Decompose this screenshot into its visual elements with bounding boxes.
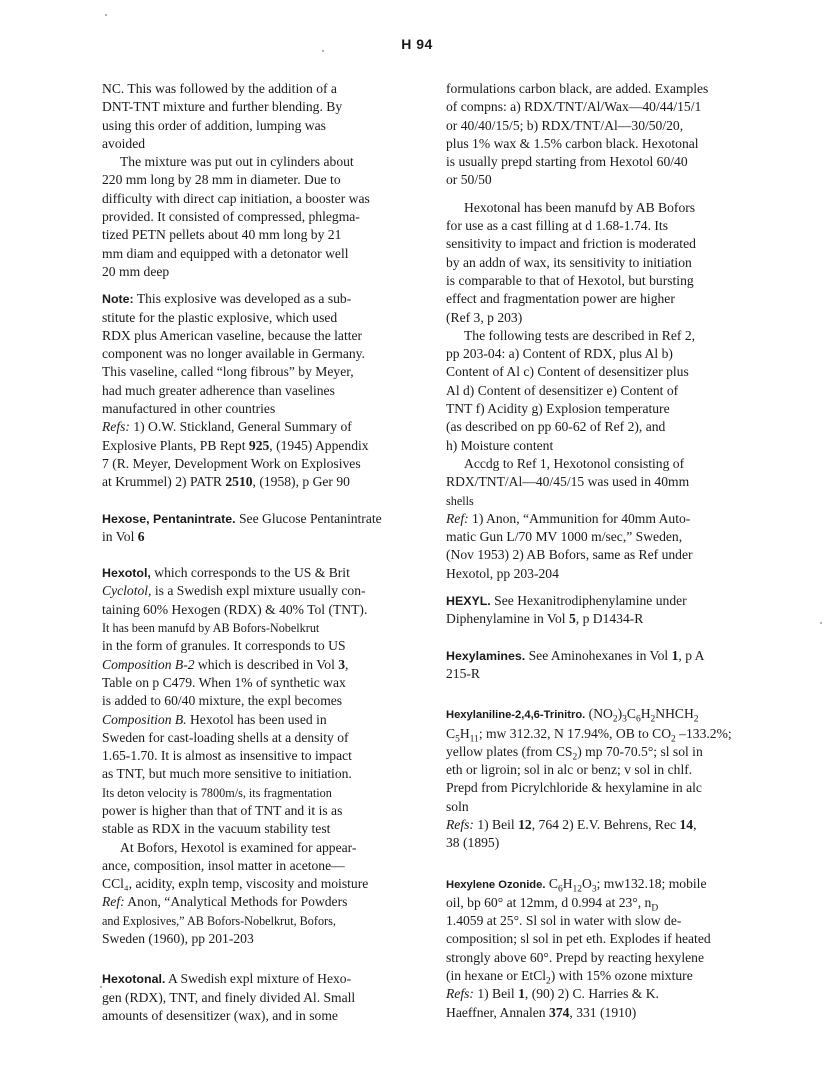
text-run: , p D1434-R <box>575 611 644 627</box>
text-line: gen (RDX), TNT, and finely divided Al. Small <box>102 989 356 1005</box>
text-line: taining 60% Hexogen (RDX) & 40% Tol (TNT). <box>102 601 368 617</box>
hexylene-ozonide-entry <box>446 875 774 1022</box>
text-line: 1.4059 at 25°. Sl sol in water with slow de- <box>446 913 682 929</box>
text-line: Sweden for cast-loading shells at a density of <box>102 729 349 745</box>
text-line <box>102 290 414 308</box>
subscript: 2 <box>650 714 656 725</box>
text-line: 215-R <box>446 665 480 681</box>
text-run: Cyclotol, <box>102 583 152 599</box>
text-run: Composition B-2 <box>102 656 195 672</box>
text-line: provided. It consisted of compressed, phlegma- <box>102 209 360 225</box>
hexotonal-entry <box>102 970 414 1025</box>
text-line: is usually prepd starting from Hexotol 60/40 <box>446 154 688 170</box>
text-run: , (90) 2) C. Harries & K. <box>524 986 659 1002</box>
text-run: Diphenylamine in Vol <box>446 611 569 627</box>
text-line <box>102 582 414 600</box>
text-run: , (1958), p Ger 90 <box>252 474 350 490</box>
text-line: It has been manufd by AB Bofors-Nobelkrut <box>102 621 320 636</box>
text-line: eth or ligroin; sol in alc or benz; v sol in chlf. <box>446 762 693 778</box>
left-column <box>102 80 414 1025</box>
text-line: matic Gun L/70 MV 1000 m/sec,” Sweden, <box>446 529 683 545</box>
text-line <box>102 893 414 911</box>
formulations-paragraph <box>446 80 774 190</box>
entry-title: Hexotonal. <box>102 972 166 987</box>
hexose-entry <box>102 510 414 547</box>
text-line: in the form of granules. It corresponds to US <box>102 638 346 654</box>
entry-title: Hexylene Ozonide. <box>446 878 546 891</box>
nc-paragraph <box>102 80 414 153</box>
text-line: tized PETN pellets about 40 mm long by 21 <box>102 227 342 243</box>
subscript: 12 <box>572 884 583 895</box>
text-run: C <box>446 725 456 741</box>
text-run: , 331 (1910) <box>569 1004 637 1020</box>
text-line: had much greater adherence than vaselines <box>102 382 335 398</box>
text-line: 1.65-1.70. It is almost as insensitive to impact <box>102 748 352 764</box>
text-run: ) mp 70-70.5°; sl sol in <box>577 743 703 759</box>
text-run: Hexotol has been used in <box>186 711 327 727</box>
text-line: manufactured in other countries <box>102 401 276 417</box>
text-run: 1 <box>671 647 679 663</box>
hexyl-entry <box>446 592 774 629</box>
text-run: O <box>582 875 592 891</box>
text-run: which corresponds to the US & Brit <box>150 565 350 581</box>
text-line: or 40/40/15/5; b) RDX/TNT/Al—30/50/20, <box>446 117 684 133</box>
note-paragraph <box>102 290 414 418</box>
manufd-paragraph <box>446 199 774 327</box>
text-line <box>446 592 774 610</box>
text-run: yellow plates (from CS <box>446 743 573 759</box>
text-line <box>446 985 774 1003</box>
text-line: The following tests are described in Ref 2, <box>464 327 696 343</box>
entry-title: Hexylaniline-2,4,6-Trinitro. <box>446 709 586 722</box>
text-run: (in hexane or EtCl <box>446 968 547 984</box>
text-run: 1) Beil <box>473 986 519 1002</box>
text-run: A Swedish expl mixture of Hexo- <box>165 971 352 987</box>
text-line: The mixture was put out in cylinders about <box>120 154 354 170</box>
text-line: (Ref 3, p 203) <box>446 309 523 325</box>
refs-label: Refs: <box>446 986 474 1002</box>
scan-speck <box>100 986 102 988</box>
text-line <box>102 528 414 546</box>
text-line: or 50/50 <box>446 172 492 188</box>
subscript: 2 <box>612 714 618 725</box>
text-run: ) with 15% ozone mixture <box>550 968 693 984</box>
text-line: stable as RDX in the vacuum stability test <box>102 821 331 837</box>
text-run: 1) Anon, “Ammunition for 40mm Auto- <box>468 510 691 526</box>
text-run: , (1945) Appendix <box>269 437 369 453</box>
subscript: 2 <box>693 714 699 725</box>
text-run: 1) O.W. Stickland, General Summary of <box>129 419 352 435</box>
text-line: NC. This was followed by the addition of a <box>102 81 337 96</box>
refs-label: Refs: <box>102 419 130 435</box>
subscript: 2 <box>546 976 551 987</box>
text-line <box>446 705 774 724</box>
hexotol-entry <box>102 564 414 948</box>
text-line: 20 mm deep <box>102 263 170 279</box>
text-run: 374 <box>549 1004 570 1020</box>
text-line: CCl₄, acidity, expln temp, viscosity and moisture <box>102 876 369 892</box>
text-line: amounts of desensitizer (wax), and in some <box>102 1007 338 1023</box>
text-line: soln <box>446 798 469 814</box>
entry-title: Hexose, Pentanintrate. <box>102 511 236 526</box>
text-run: ; mw132.18; mobile <box>596 875 707 891</box>
text-line: power is higher than that of TNT and it is as <box>102 802 343 818</box>
text-run: 925 <box>248 437 270 453</box>
text-line: Content of Al c) Content of desensitizer plus <box>446 364 689 380</box>
scan-speck <box>322 50 324 52</box>
text-line <box>102 564 414 582</box>
hexylamines-entry <box>446 647 774 684</box>
text-line: Its deton velocity is 7800m/s, its fragmentation <box>102 785 332 800</box>
text-line <box>446 1004 774 1022</box>
text-run: Haeffner, Annalen <box>446 1004 550 1020</box>
text-line: This vaseline, called “long fibrous” by Meyer, <box>102 364 354 380</box>
text-line: for use as a cast filling at d 1.68-1.74. Its <box>446 218 668 234</box>
note-label: Note: <box>102 292 134 307</box>
text-run: See Aminohexanes in Vol <box>525 647 672 663</box>
text-run: (NO <box>585 706 613 722</box>
text-line: using this order of addition, lumping was <box>102 117 326 133</box>
text-line: RDX/TNT/Al—40/45/15 was used in 40mm <box>446 474 690 490</box>
scan-speck <box>105 14 107 16</box>
text-run: This explosive was developed as a sub- <box>133 291 352 307</box>
text-run: , 764 2) E.V. Behrens, Rec <box>531 816 680 832</box>
text-line <box>102 418 414 436</box>
text-line <box>446 647 774 665</box>
text-line: of compns: a) RDX/TNT/Al/Wax—40/44/15/1 <box>446 99 702 115</box>
subscript: 3 <box>622 714 627 725</box>
text-run: Anon, “Analytical Methods for Powders <box>124 894 348 910</box>
text-run: Composition B. <box>102 711 187 727</box>
text-run: NHCH <box>655 706 694 722</box>
text-line <box>102 437 414 455</box>
text-line: Hexotonal has been manufd by AB Bofors <box>464 199 696 215</box>
text-line: mm diam and equipped with a detonator well <box>102 245 349 261</box>
text-run: 1) Beil <box>473 816 519 832</box>
text-line <box>446 894 774 912</box>
text-run: C <box>545 875 558 891</box>
text-line: is added to 60/40 mixture, the expl becomes <box>102 693 343 709</box>
text-run: –133.2%; <box>675 725 732 741</box>
text-run: H <box>640 706 651 722</box>
text-run: which is described in Vol <box>194 656 339 672</box>
text-run: in Vol <box>102 528 138 544</box>
text-line: Sweden (1960), pp 201-203 <box>102 931 254 947</box>
text-run: 3 <box>338 656 346 672</box>
text-line <box>102 711 414 729</box>
text-run: 12 <box>518 816 532 832</box>
text-run: 14 <box>679 816 694 832</box>
text-line: 220 mm long by 28 mm in diameter. Due to <box>102 172 341 188</box>
text-run: at Krummel) 2) PATR <box>102 474 226 490</box>
text-line: 7 (R. Meyer, Development Work on Explosives <box>102 455 361 471</box>
subscript: 11 <box>469 734 479 745</box>
text-run: See Glucose Pentanintrate <box>235 510 382 526</box>
text-line: plus 1% wax & 1.5% carbon black. Hexotonal <box>446 135 699 151</box>
right-column <box>446 80 774 1022</box>
text-line: Al d) Content of desensitizer e) Content of <box>446 382 679 398</box>
subscript: D <box>651 903 659 914</box>
text-line: Accdg to Ref 1, Hexotonol consisting of <box>464 455 685 471</box>
text-line <box>102 656 414 674</box>
text-run: C <box>626 706 636 722</box>
text-line: At Bofors, Hexotol is examined for appear- <box>120 839 357 855</box>
text-line <box>102 970 414 988</box>
subscript: 6 <box>557 884 563 895</box>
text-run: oil, bp 60° at 12mm, d 0.994 at 23°, n <box>446 894 652 910</box>
text-line: pp 203-04: a) Content of RDX, plus Al b) <box>446 346 673 362</box>
ref-label: Ref: <box>102 894 125 910</box>
text-line: RDX plus American vaseline, because the latter <box>102 327 363 343</box>
hexylaniline-entry <box>446 705 774 852</box>
entry-title: Hexotol, <box>102 566 151 581</box>
text-run: 1 <box>518 986 525 1002</box>
text-line: ance, composition, insol matter in acetone— <box>102 857 345 873</box>
text-line <box>446 743 774 761</box>
refs-paragraph <box>102 418 414 491</box>
text-run: 5 <box>568 611 576 627</box>
mixture-paragraph <box>102 153 414 281</box>
subscript: 5 <box>455 734 460 745</box>
entry-title: Hexylamines. <box>446 648 526 663</box>
accdg-paragraph <box>446 455 774 583</box>
text-line <box>446 816 774 834</box>
text-run: See Hexanitrodiphenylamine under <box>490 593 687 609</box>
text-line: strongly above 60°. Prepd by reacting hexylene <box>446 949 704 965</box>
text-line <box>446 967 774 985</box>
text-run: 2510 <box>225 474 253 490</box>
text-line <box>446 875 774 894</box>
text-line <box>102 473 414 491</box>
text-line: (Nov 1953) 2) AB Bofors, same as Ref under <box>446 547 693 563</box>
text-line <box>446 725 774 743</box>
refs-label: Refs: <box>446 816 474 832</box>
text-line <box>102 510 414 528</box>
text-line: shells <box>446 493 474 508</box>
text-line: Prepd from Picrylchloride & hexylamine in alc <box>446 780 702 796</box>
subscript: 2 <box>671 734 676 745</box>
text-line: TNT f) Acidity g) Explosion temperature <box>446 401 670 417</box>
text-line: Hexotol, pp 203-204 <box>446 565 559 581</box>
text-line: is comparable to that of Hexotol, but bursting <box>446 272 694 288</box>
subscript: 6 <box>635 714 641 725</box>
text-line: as TNT, but much more sensitive to initiation. <box>102 766 352 782</box>
text-run: is a Swedish expl mixture usually con- <box>151 583 366 599</box>
text-line: and Explosives,” AB Bofors-Nobelkrut, Bofors, <box>102 913 336 928</box>
text-line: h) Moisture content <box>446 437 554 453</box>
text-run: H <box>562 875 573 891</box>
text-line <box>446 610 774 628</box>
text-run: , p A <box>678 647 705 663</box>
text-run: Explosive Plants, PB Rept <box>102 437 249 453</box>
text-line: effect and fragmentation power are higher <box>446 291 675 307</box>
text-line: avoided <box>102 135 146 151</box>
text-run: ; mw 312.32, N 17.94%, OB to CO <box>478 725 672 741</box>
text-run: H <box>459 725 470 741</box>
text-run: , <box>693 816 697 832</box>
tests-paragraph <box>446 327 774 455</box>
text-line: by an addn of wax, its sensitivity to initiation <box>446 254 692 270</box>
text-run: , <box>345 656 349 672</box>
subscript: 3 <box>591 884 597 895</box>
page-number: H 94 <box>401 36 433 52</box>
text-line: DNT-TNT mixture and further blending. By <box>102 99 343 115</box>
text-line: stitute for the plastic explosive, which used <box>102 309 338 325</box>
text-line: 38 (1895) <box>446 835 500 851</box>
entry-title: HEXYL. <box>446 594 491 609</box>
text-line: component was no longer available in Germany. <box>102 346 365 362</box>
text-line: Table on p C479. When 1% of synthetic wax <box>102 674 346 690</box>
text-line: difficulty with direct cap initiation, a booster was <box>102 190 370 206</box>
text-line <box>446 510 774 528</box>
text-line: composition; sl sol in pet eth. Explodes if heated <box>446 931 711 947</box>
text-run: 6 <box>137 528 145 544</box>
text-line: formulations carbon black, are added. Examples <box>446 81 709 96</box>
subscript: 2 <box>572 752 578 763</box>
text-line: sensitivity to impact and friction is moderated <box>446 236 696 252</box>
scan-speck <box>820 622 822 624</box>
text-line: (as described on pp 60-62 of Ref 2), and <box>446 419 666 435</box>
text-run: ) <box>617 706 623 722</box>
ref-label: Ref: <box>446 510 469 526</box>
